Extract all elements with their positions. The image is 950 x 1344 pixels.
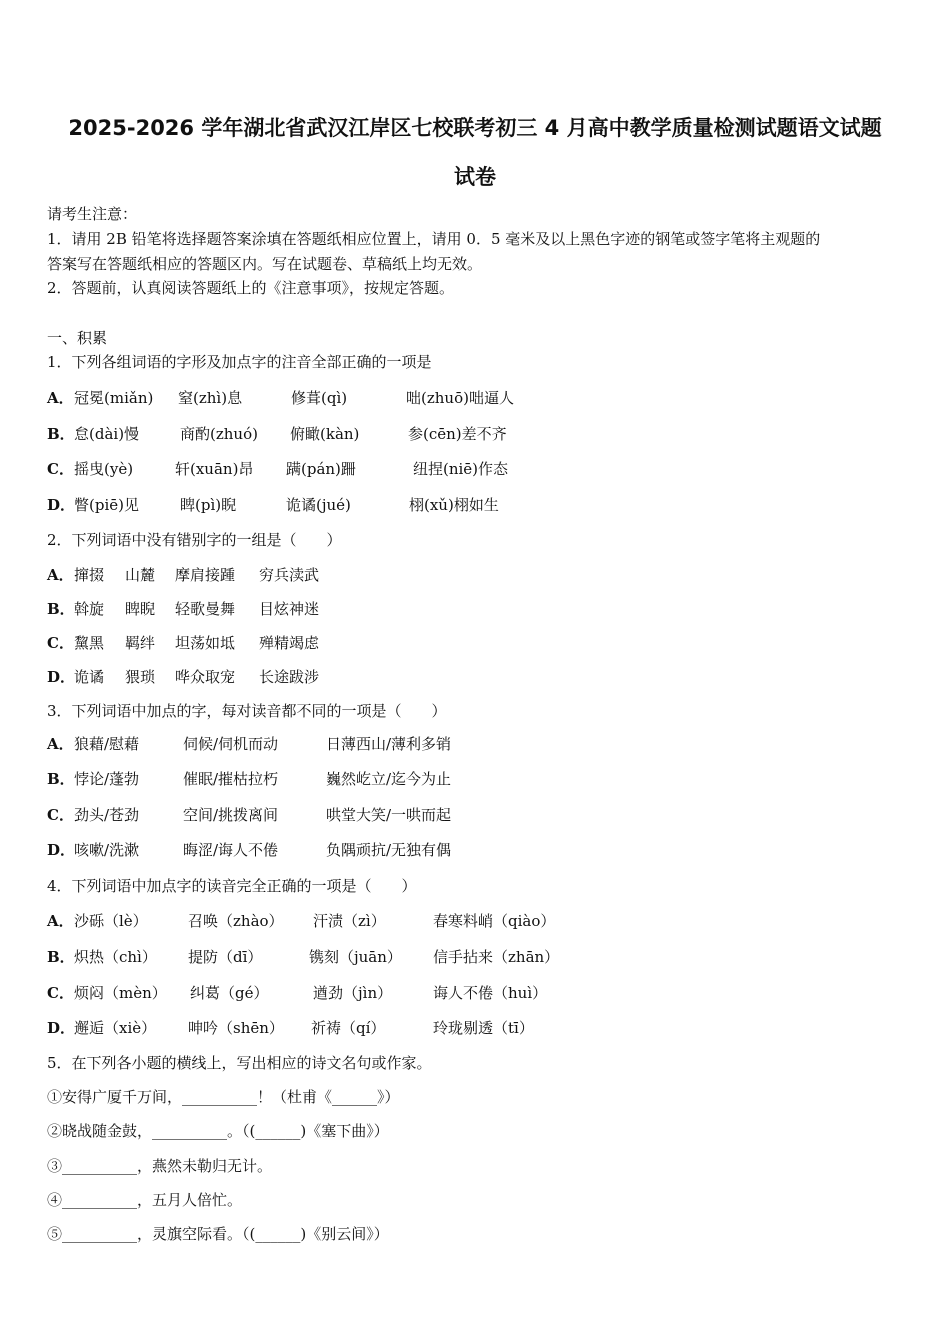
q4-option-item: 信手拈来（zhān） [433, 948, 560, 966]
q3-option-label: A． [47, 735, 74, 753]
q1-option-item: 纽捏(niē)作态 [413, 460, 509, 478]
q4-option-item: 邂逅（xiè） [74, 1019, 157, 1037]
q1-option-item: 窒(zhì)息 [178, 389, 243, 407]
q3-option-item: 巍然屹立/迄今为止 [326, 770, 452, 788]
q3-option-item: 伺候/伺机而动 [183, 735, 279, 753]
document-title-line-2: 试卷 [454, 165, 496, 189]
q4-option-item: 纠葛（gé） [190, 984, 269, 1002]
q4-option-label: B． [47, 948, 75, 966]
q1-option-item: 蹒(pán)跚 [286, 460, 356, 478]
q1-option-item: 怠(dài)慢 [74, 425, 140, 443]
q2-option-item: 斡旋 [74, 600, 105, 618]
q1-option-label: B． [47, 425, 75, 443]
q3-option-item: 空间/挑拨离间 [183, 806, 279, 824]
q3-option-item: 咳嗽/洗漱 [74, 841, 140, 859]
q4-option-item: 春寒料峭（qiào） [433, 912, 556, 930]
notice-item-1a: 1．请用 2B 铅笔将选择题答案涂填在答题纸相应位置上，请用 0．5 毫米及以上黑色字迹的钢笔或签字笔将主观题的 [47, 230, 821, 248]
q4-option-item: 呻吟（shēn） [188, 1019, 284, 1037]
q3-stem: 3．下列词语中加点的字，每对读音都不同的一项是（ ） [47, 702, 447, 720]
q2-stem: 2．下列词语中没有错别字的一组是（ ） [47, 531, 342, 549]
q2-option-item: 哗众取宠 [175, 668, 236, 686]
q2-option-item: 山麓 [125, 566, 156, 584]
q2-option-item: 坦荡如坻 [175, 634, 236, 652]
q5-blank-line: ②晓战随金鼓，__________。（(______)《塞下曲》） [47, 1122, 389, 1140]
q2-option-item: 猥琐 [125, 668, 156, 686]
q2-option-item: 穷兵渎武 [259, 566, 320, 584]
q2-option-item: 长途跋涉 [259, 668, 320, 686]
q4-option-item: 玲珑剔透（tī） [433, 1019, 534, 1037]
q1-option-item: 瞥(piē)见 [74, 496, 139, 514]
q3-option-item: 悖论/蓬勃 [74, 770, 140, 788]
q2-option-label: B． [47, 600, 75, 618]
q2-option-item: 撺掇 [74, 566, 105, 584]
q3-option-item: 狼藉/慰藉 [74, 735, 140, 753]
q4-option-label: D． [47, 1019, 76, 1037]
q3-option-item: 催眠/摧枯拉朽 [183, 770, 279, 788]
q4-option-item: 诲人不倦（huì） [433, 984, 548, 1002]
q4-option-item: 炽热（chì） [74, 948, 157, 966]
q3-option-item: 晦涩/诲人不倦 [183, 841, 279, 859]
q1-option-item: 咄(zhuō)咄逼人 [406, 389, 514, 407]
q4-option-label: A． [47, 912, 74, 930]
q2-option-item: 诡谲 [74, 668, 105, 686]
q2-option-label: C． [47, 634, 74, 652]
q1-stem: 1．下列各组词语的字形及加点字的注音全部正确的一项是 [47, 353, 432, 371]
q1-option-item: 商酌(zhuó) [180, 425, 258, 443]
q5-blank-line: ①安得广厦千万间，__________！（杜甫《______》） [47, 1088, 400, 1106]
q1-option-item: 参(cēn)差不齐 [408, 425, 507, 443]
q2-option-item: 羁绊 [125, 634, 156, 652]
q1-option-item: 睥(pì)睨 [180, 496, 237, 514]
q1-option-item: 摇曳(yè) [74, 460, 134, 478]
notice-item-2: 2．答题前，认真阅读答题纸上的《注意事项》，按规定答题。 [47, 279, 455, 297]
q5-blank-line: ④__________，五月人倍忙。 [47, 1191, 243, 1209]
q1-option-label: C． [47, 460, 74, 478]
q5-stem: 5．在下列各小题的横线上，写出相应的诗文名句或作家。 [47, 1054, 432, 1072]
q1-option-item: 栩(xǔ)栩如生 [409, 496, 499, 514]
q3-option-label: D． [47, 841, 76, 859]
q3-option-item: 劲头/苍劲 [74, 806, 140, 824]
q3-option-label: B． [47, 770, 75, 788]
q4-stem: 4．下列词语中加点字的读音完全正确的一项是（ ） [47, 877, 417, 895]
q1-option-item: 冠冕(miǎn) [74, 389, 154, 407]
q4-option-item: 汗渍（zì） [313, 912, 386, 930]
q3-option-item: 哄堂大笑/一哄而起 [326, 806, 452, 824]
q2-option-item: 睥睨 [125, 600, 156, 618]
q4-option-item: 祈祷（qí） [311, 1019, 386, 1037]
q2-option-item: 目炫神迷 [259, 600, 320, 618]
q3-option-item: 负隅顽抗/无独有偶 [326, 841, 452, 859]
q2-option-label: A． [47, 566, 74, 584]
q3-option-item: 日薄西山/薄利多销 [326, 735, 452, 753]
q4-option-item: 沙砾（lè） [74, 912, 148, 930]
notice-item-1b: 答案写在答题纸相应的答题区内。写在试题卷、草稿纸上均无效。 [47, 255, 483, 273]
q2-option-label: D． [47, 668, 76, 686]
q1-option-item: 俯瞰(kàn) [290, 425, 360, 443]
q3-option-label: C． [47, 806, 74, 824]
q4-option-label: C． [47, 984, 74, 1002]
q2-option-item: 黧黑 [74, 634, 105, 652]
q4-option-item: 烦闷（mèn） [74, 984, 167, 1002]
q1-option-item: 诡谲(jué) [286, 496, 351, 514]
q1-option-label: A． [47, 389, 74, 407]
q4-option-item: 镌刻（juān） [309, 948, 402, 966]
q2-option-item: 轻歌曼舞 [175, 600, 236, 618]
q1-option-item: 轩(xuān)昂 [175, 460, 254, 478]
q1-option-label: D． [47, 496, 76, 514]
q5-blank-line: ③__________，燕然未勒归无计。 [47, 1157, 273, 1175]
q2-option-item: 摩肩接踵 [175, 566, 236, 584]
q4-option-item: 提防（dī） [188, 948, 263, 966]
notice-heading: 请考生注意： [47, 205, 138, 223]
section-heading: 一、积累 [47, 329, 108, 347]
q1-option-item: 修葺(qì) [291, 389, 348, 407]
q4-option-item: 召唤（zhào） [188, 912, 284, 930]
q4-option-item: 遒劲（jìn） [313, 984, 393, 1002]
q5-blank-line: ⑤__________，灵旗空际看。（(______)《别云间》） [47, 1225, 389, 1243]
document-title-line-1: 2025-2026 学年湖北省武汉江岸区七校联考初三 4 月高中教学质量检测试题语文试题 [68, 116, 882, 140]
q2-option-item: 殚精竭虑 [259, 634, 320, 652]
